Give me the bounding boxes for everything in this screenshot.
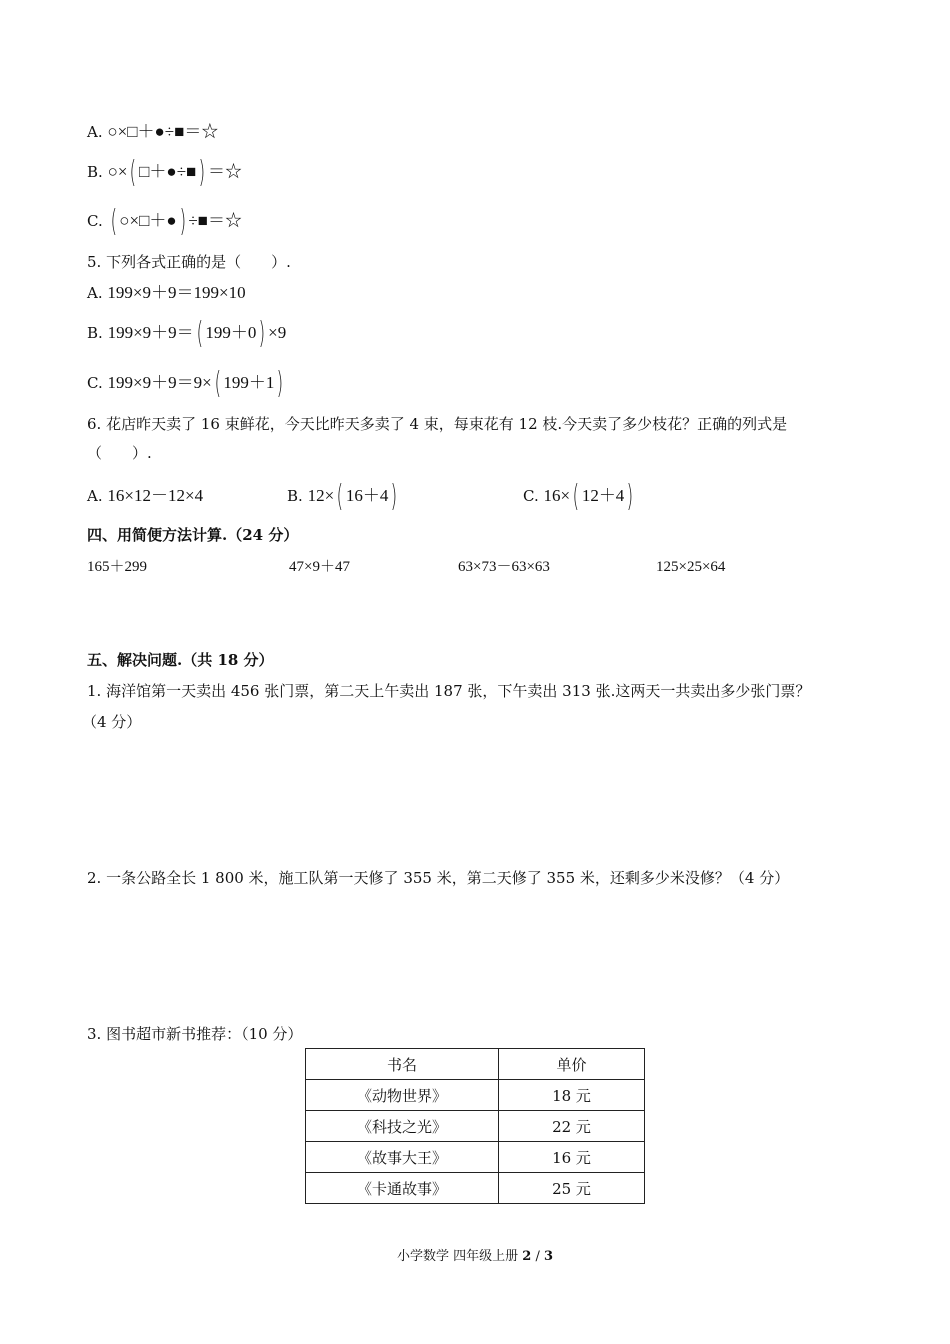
option-expression-pre: ○×	[107, 162, 128, 181]
page-total: 3	[543, 1249, 554, 1264]
table-row	[306, 1111, 645, 1142]
q5-option-c	[87, 366, 286, 401]
table-cell: 《卡通故事》	[306, 1173, 499, 1204]
option-expression-inner: 199＋1	[223, 373, 275, 392]
q6-option-c	[523, 479, 636, 514]
table-header-cell: 书名	[306, 1049, 499, 1080]
q5-option-a	[87, 283, 246, 303]
problem-1-line1: 1. 海洋馆第一天卖出 456 张门票，第二天上午卖出 187 张，下午卖出 313 张.这两天一共卖出多少张门票？	[87, 682, 811, 700]
table-header-row	[306, 1049, 645, 1080]
option-expression-pre: 199×9＋9＝	[107, 323, 194, 342]
table-cell: 18 元	[499, 1080, 645, 1111]
table-cell: 《科技之光》	[306, 1111, 499, 1142]
q4-option-b	[87, 155, 243, 190]
calc-problem-3: 63×73－63×63	[458, 559, 550, 575]
table-cell: 22 元	[499, 1111, 645, 1142]
table-header-cell: 单价	[499, 1049, 645, 1080]
option-expression-pre: 16×	[543, 486, 571, 505]
option-expression: 16×12－12×4	[107, 486, 204, 505]
q4-option-a	[87, 122, 218, 142]
option-expression-post: ÷■＝☆	[188, 211, 242, 230]
q5-option-b	[87, 316, 287, 351]
right-paren: )	[179, 204, 186, 239]
footer-text: 小学数学 四年级上册	[396, 1249, 519, 1264]
right-paren: )	[626, 479, 634, 514]
option-expression-inner: 199＋0	[205, 323, 257, 342]
option-expression-pre: 199×9＋9＝9×	[107, 373, 212, 392]
left-paren: (	[214, 366, 221, 401]
left-paren: (	[336, 479, 344, 514]
option-label: B.	[87, 163, 103, 181]
option-expression-inner: 16＋4	[345, 486, 389, 505]
option-label: C.	[87, 212, 103, 230]
q6-option-a	[87, 486, 203, 506]
page-number: 2	[522, 1249, 532, 1264]
right-paren: )	[277, 366, 284, 401]
option-expression-inner: 12＋4	[581, 486, 625, 505]
left-paren: (	[572, 479, 580, 514]
page-footer	[0, 1245, 950, 1264]
table-row	[306, 1142, 645, 1173]
calc-problem-1: 165＋299	[87, 559, 148, 575]
book-price-table	[305, 1048, 645, 1204]
left-paren: (	[110, 204, 117, 239]
section-5-heading: 五、解决问题.（共 18 分）	[87, 651, 274, 669]
option-label: A.	[87, 123, 103, 141]
problem-2: 2. 一条公路全长 1 800 米，施工队第一天修了 355 米，第二天修了 355 米，还剩多少米没修？（4 分）	[87, 869, 790, 887]
table-row	[306, 1173, 645, 1204]
table-cell: 25 元	[499, 1173, 645, 1204]
option-expression: 199×9＋9＝199×10	[107, 283, 246, 302]
table-cell: 《故事大王》	[306, 1142, 499, 1173]
page-separator: /	[531, 1249, 544, 1264]
left-paren: (	[130, 155, 137, 190]
right-paren: )	[259, 316, 266, 351]
calc-problem-2: 47×9＋47	[289, 559, 350, 575]
option-expression: ○×□＋●÷■＝☆	[107, 122, 219, 141]
option-expression-inner: ○×□＋●	[119, 211, 177, 230]
table-row	[306, 1080, 645, 1111]
section-4-heading: 四、用简便方法计算.（24 分）	[87, 526, 299, 544]
q4-option-c	[87, 204, 242, 239]
q6-stem-line2: （ ）.	[87, 444, 152, 462]
option-expression-post: ＝☆	[208, 162, 243, 181]
calc-problem-4: 125×25×64	[656, 559, 726, 575]
option-label: C.	[87, 374, 103, 392]
table-cell: 16 元	[499, 1142, 645, 1173]
problem-3: 3. 图书超市新书推荐：（10 分）	[87, 1025, 303, 1043]
option-label: B.	[287, 487, 303, 505]
option-label: B.	[87, 324, 103, 342]
option-expression-inner: □＋●÷■	[139, 162, 197, 181]
right-paren: )	[391, 479, 398, 514]
option-label: A.	[87, 284, 103, 302]
q6-option-b	[287, 479, 400, 514]
left-paren: (	[196, 316, 203, 351]
q5-stem: 5. 下列各式正确的是（ ）.	[87, 253, 291, 271]
option-label: A.	[87, 487, 103, 505]
right-paren: )	[198, 155, 206, 190]
option-label: C.	[523, 487, 539, 505]
option-expression-pre: 12×	[307, 486, 335, 505]
q6-stem-line1: 6. 花店昨天卖了 16 束鲜花，今天比昨天多卖了 4 束，每束花有 12 枝.今天卖了多少枝花？正确的列式是	[87, 415, 788, 433]
table-cell: 《动物世界》	[306, 1080, 499, 1111]
problem-1-line2: （4 分）	[82, 713, 142, 731]
option-expression-post: ×9	[268, 323, 287, 342]
